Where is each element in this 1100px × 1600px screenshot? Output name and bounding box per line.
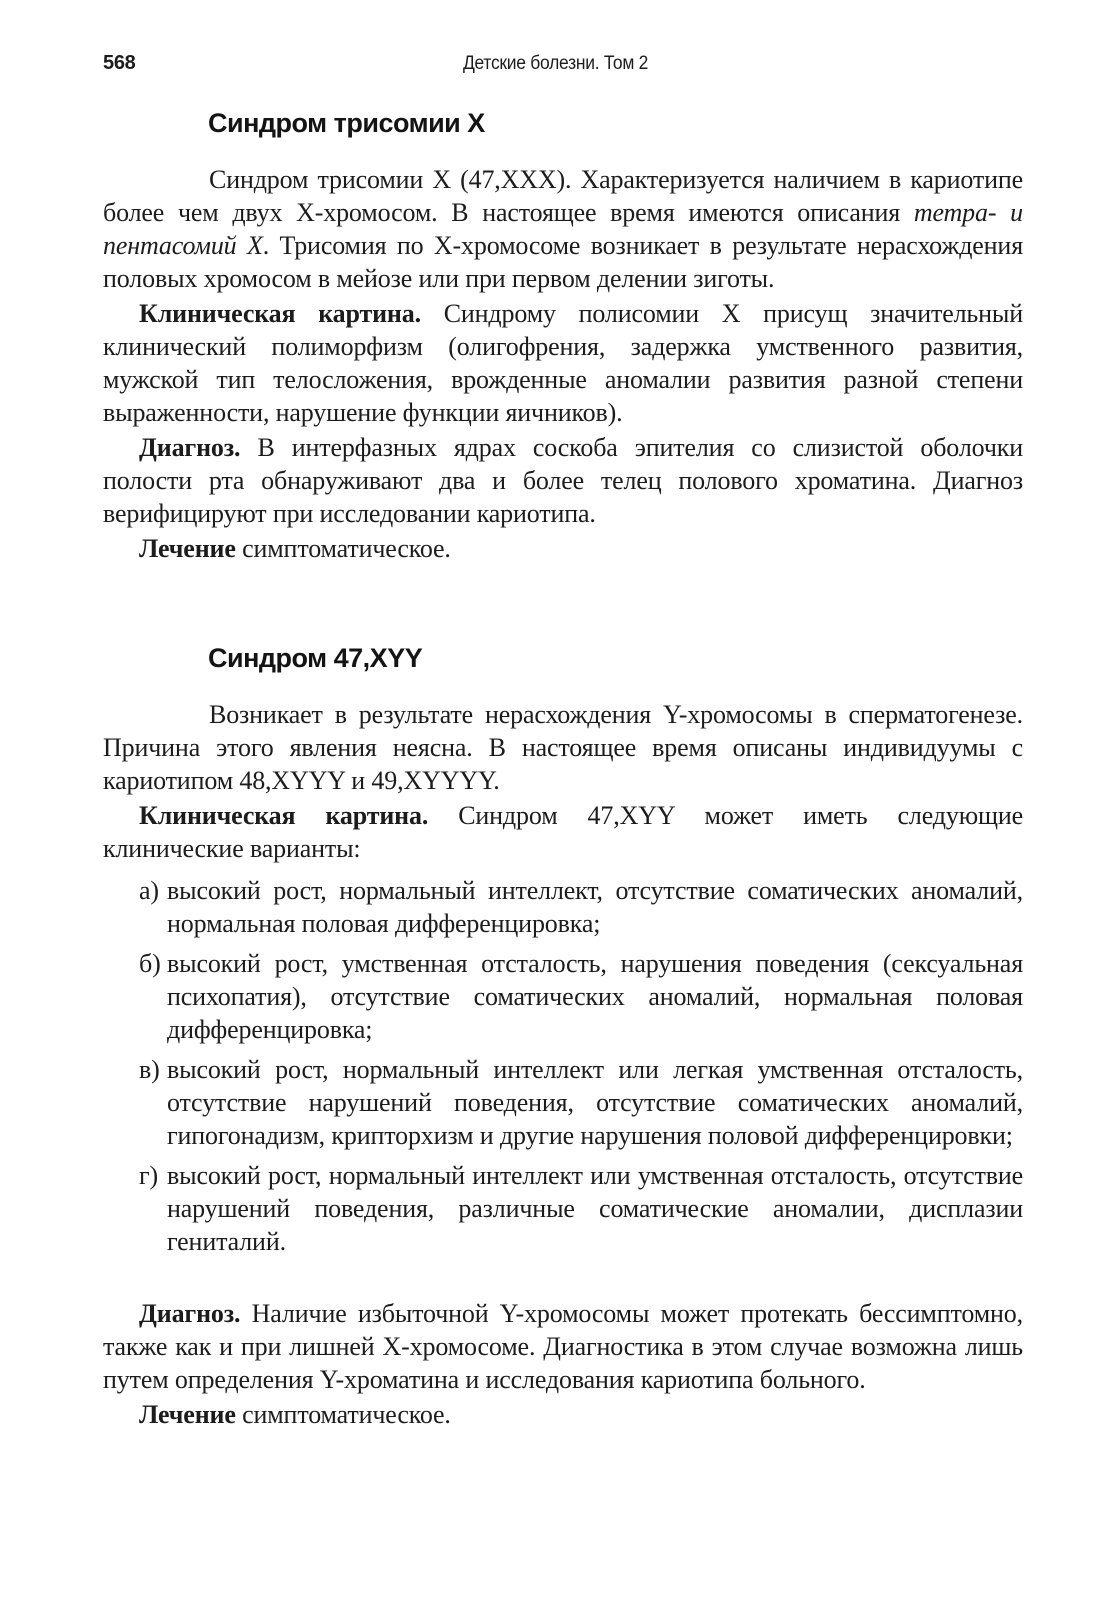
47xyy-treatment-label: Лечение: [139, 1400, 236, 1429]
paragraph-47xyy-diagnosis: [103, 1297, 1023, 1396]
47xyy-treatment-text: симптоматическое.: [235, 1400, 451, 1429]
book-title: Детские болезни. Том 2: [463, 53, 649, 74]
47xyy-diagnosis-label: Диагноз.: [139, 1299, 241, 1328]
page-number: 568: [103, 52, 136, 74]
trisomy-clinical-label: Клиническая картина.: [139, 299, 421, 328]
47xyy-clinical-label: Клиническая картина.: [139, 801, 429, 830]
paragraph-47xyy-clinical: [103, 799, 1023, 865]
section-trisomy-x-body: [103, 163, 1023, 567]
list-item: [103, 1053, 1023, 1152]
trisomy-intro-italic: тетра- и пентасомий X: [103, 198, 1023, 260]
paragraph-47xyy-treatment: [103, 1398, 1023, 1431]
paragraph-trisomy-intro: [103, 163, 1023, 295]
section-heading-trisomy-x: Синдром трисомии X: [208, 108, 485, 138]
variant-marker: а): [139, 876, 159, 905]
paragraph-trisomy-clinical: [103, 297, 1023, 429]
trisomy-diagnosis-label: Диагноз.: [139, 433, 241, 462]
trisomy-treatment-text: симптоматическое.: [235, 534, 451, 563]
variant-marker: г): [139, 1161, 159, 1190]
trisomy-intro-tail: . Трисомия по X-хромосоме возникает в результате нерасхождения половых хромосом в мейозе или при первом делении зиготы.: [103, 231, 1024, 293]
section-heading-47xyy: Синдром 47,XYY: [208, 643, 423, 673]
variant-text: высокий рост, нормальный интеллект, отсутствие соматических аномалий, нормальная половая дифференцировка;: [167, 876, 1023, 938]
list-item: [103, 947, 1023, 1046]
paragraph-trisomy-diagnosis: [103, 431, 1023, 530]
variant-text: высокий рост, нормальный интеллект или умственная отсталость, отсутствие нарушений поведения, различные соматические аномалии, дисплазии гениталий.: [167, 1161, 1023, 1256]
variant-text: высокий рост, умственная отсталость, нарушения поведения (сексуальная психопатия), отсутствие соматических аномалий, нормальная половая дифференцировка;: [167, 949, 1023, 1044]
trisomy-intro-lead: Синдром трисомии X (47,XXX). Характеризуется наличием в кариотипе более чем двух X-хромосом. В настоящее время имеются описания: [103, 165, 1023, 227]
running-head: [103, 52, 1030, 80]
variant-text: высокий рост, нормальный интеллект или легкая умственная отсталость, отсутствие нарушений поведения, отсутствие соматических аномалий, гипогонадизм, крипторхизм и другие нарушения половой дифференцировки;: [167, 1055, 1023, 1150]
trisomy-treatment-label: Лечение: [139, 534, 236, 563]
47xyy-clinical-text: Синдром 47,XYY может иметь следующие клинические варианты:: [103, 801, 1023, 863]
47xyy-diagnosis-text: Наличие избыточной Y-хромосомы может протекать бессимптомно, также как и при лишней X-хромосоме. Диагностика в этом случае возможна лишь путем определения Y-хроматина и исследования кариотипа больного.: [103, 1299, 1023, 1394]
variant-marker: б): [139, 949, 161, 978]
list-item: [103, 874, 1023, 940]
section-47xyy-body: [103, 698, 1023, 867]
paragraph-trisomy-treatment: [103, 532, 1023, 565]
section-47xyy-footer-body: [103, 1297, 1023, 1433]
trisomy-clinical-text: Синдрому полисомии X присущ значительный клинический полиморфизм (олигофрения, задержка умственного развития, мужской тип телосложения, врожденные аномалии развития разной степени выраженности, нарушение функции яичников).: [103, 299, 1023, 427]
paragraph-47xyy-intro: Возникает в результате нерасхождения Y-хромосомы в сперматогенезе. Причина этого явления неясна. В настоящее время описаны индивидуумы с кариотипом 48,XYYY и 49,XYYYY.: [103, 700, 1023, 795]
list-item: [103, 1159, 1023, 1258]
trisomy-diagnosis-text: В интерфазных ядрах соскоба эпителия со слизистой оболочки полости рта обнаруживают два и более телец полового хроматина. Диагноз верифицируют при исследовании кариотипа.: [103, 433, 1023, 528]
variant-marker: в): [139, 1055, 160, 1084]
clinical-variants-list: [103, 874, 1023, 1265]
